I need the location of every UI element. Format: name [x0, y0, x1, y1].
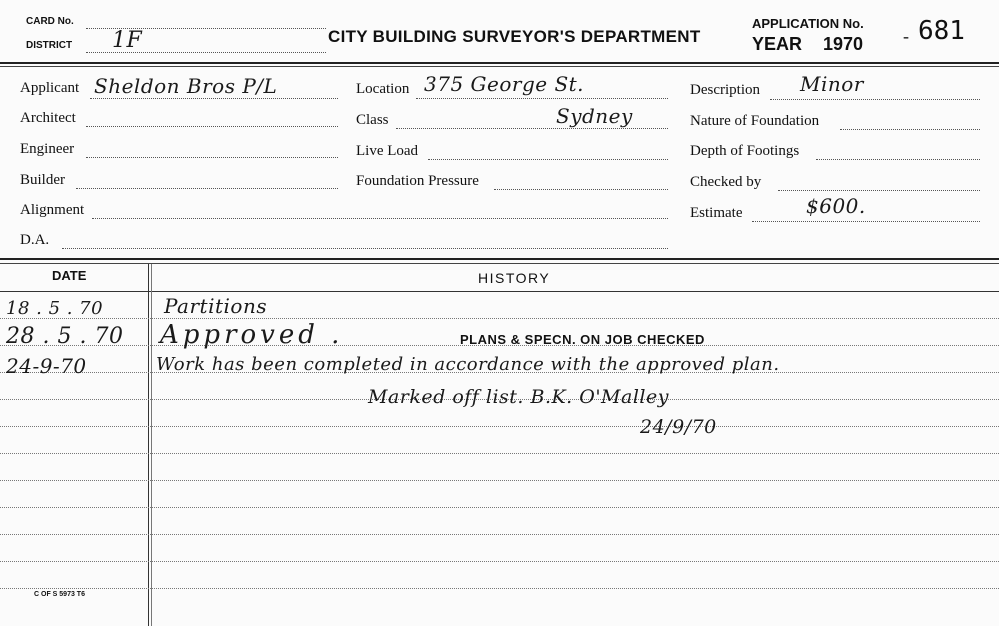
checked-by-line: [778, 190, 980, 191]
history-date: 28 . 5 . 70: [6, 324, 124, 349]
application-number: 681: [918, 16, 965, 46]
ruled-line: [0, 561, 999, 562]
description-line: [770, 99, 980, 100]
ruled-line: [0, 507, 999, 508]
depth-of-footings-line: [816, 159, 980, 160]
application-no-label: APPLICATION No.: [752, 16, 864, 31]
location-line: [416, 98, 668, 99]
architect-line: [86, 126, 338, 127]
applicant-label: Applicant: [20, 80, 80, 96]
history-text: Work has been completed in accordance with the approved plan.: [156, 354, 780, 375]
history-note: Marked off list. B.K. O'Malley: [368, 386, 669, 408]
page-title: CITY BUILDING SURVEYOR'S DEPARTMENT: [328, 27, 701, 46]
ruled-line: [0, 318, 999, 319]
da-line: [62, 248, 668, 249]
alignment-label: Alignment: [20, 202, 85, 218]
ruled-line: [0, 453, 999, 454]
location-value: 375 George St.: [424, 72, 585, 96]
da-label: D.A.: [20, 232, 50, 248]
ruled-line: [0, 480, 999, 481]
depth-of-footings-label: Depth of Footings: [690, 143, 800, 159]
description-label: Description: [690, 82, 760, 98]
history-column-header: HISTORY: [478, 270, 551, 286]
date-column-header: DATE: [52, 268, 87, 283]
ruled-line: [0, 426, 999, 427]
history-date: 24-9-70: [6, 354, 87, 378]
estimate-value: $600.: [806, 194, 866, 218]
location-label: Location: [356, 81, 410, 97]
builder-line: [76, 188, 338, 189]
district-value: 1F: [112, 28, 143, 53]
class-line: [396, 128, 668, 129]
history-header-rule: [0, 291, 999, 292]
engineer-label: Engineer: [20, 141, 75, 157]
application-dash: -: [903, 26, 909, 46]
header-rule-secondary: [0, 66, 999, 67]
card-no-label: CARD No.: [26, 16, 74, 27]
applicant-line: [90, 98, 338, 99]
history-note-date: 24/9/70: [640, 416, 717, 438]
class-label: Class: [356, 112, 389, 128]
ruled-line: [0, 588, 999, 589]
estimate-label: Estimate: [690, 205, 743, 221]
history-top-rule: [0, 258, 999, 260]
applicant-value: Sheldon Bros P/L: [94, 74, 278, 98]
description-value: Minor: [800, 72, 864, 96]
foundation-pressure-label: Foundation Pressure: [356, 173, 479, 189]
header-rule: [0, 62, 999, 64]
live-load-line: [428, 159, 668, 160]
history-date: 18 . 5 . 70: [6, 298, 104, 319]
form-code: C OF S 5973 T6: [34, 591, 85, 598]
history-text: Partitions: [164, 294, 268, 318]
builder-label: Builder: [20, 172, 65, 188]
year-value: 1970: [823, 34, 864, 54]
approval-stamp: PLANS & SPECN. ON JOB CHECKED: [460, 332, 705, 347]
history-text: Approved .: [160, 320, 344, 350]
estimate-line: [752, 221, 980, 222]
nature-of-foundation-line: [840, 129, 980, 130]
foundation-pressure-line: [494, 189, 668, 190]
checked-by-label: Checked by: [690, 174, 762, 190]
year-label: YEAR: [752, 34, 803, 54]
ruled-line: [0, 534, 999, 535]
alignment-line: [92, 218, 668, 219]
class-value: Sydney: [556, 104, 633, 128]
nature-of-foundation-label: Nature of Foundation: [690, 113, 820, 129]
history-top-rule-secondary: [0, 263, 999, 264]
engineer-line: [86, 157, 338, 158]
live-load-label: Live Load: [356, 143, 419, 159]
architect-label: Architect: [20, 110, 76, 126]
district-label: DISTRICT: [26, 40, 73, 51]
